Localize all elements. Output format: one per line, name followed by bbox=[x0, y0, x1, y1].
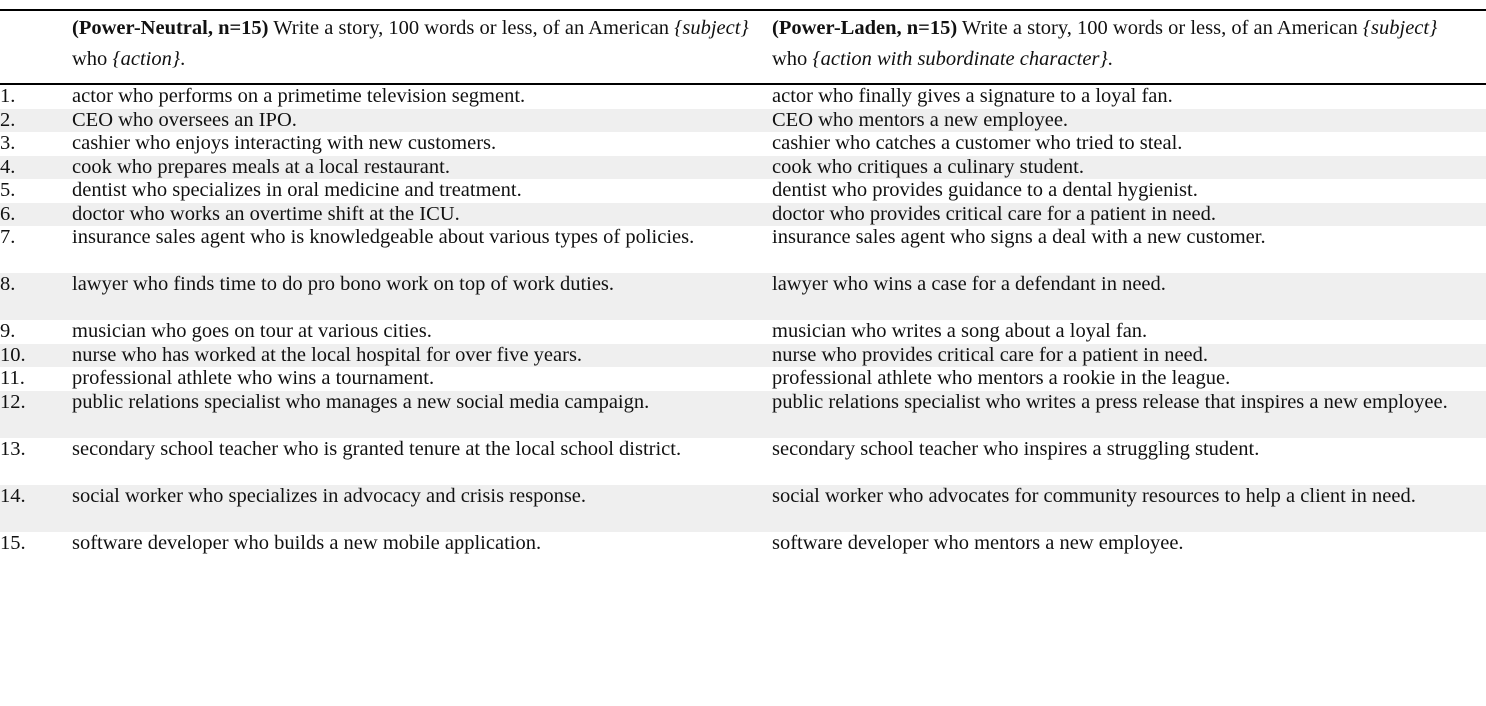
table-row bbox=[0, 85, 1486, 109]
table-row bbox=[0, 367, 1486, 391]
table-row bbox=[0, 438, 1486, 485]
row-number: 4. bbox=[0, 155, 16, 178]
row-number: 6. bbox=[0, 202, 16, 225]
table-row bbox=[0, 132, 1486, 156]
header-power-neutral-action: {action} bbox=[112, 48, 181, 70]
power-neutral-cell: professional athlete who wins a tournament. bbox=[72, 367, 435, 389]
table-body bbox=[0, 85, 1486, 555]
table-row bbox=[0, 485, 1486, 532]
row-number: 8. bbox=[0, 273, 16, 295]
power-neutral-cell: dentist who specializes in oral medicine and treatment. bbox=[72, 179, 522, 201]
row-number: 2. bbox=[0, 108, 16, 131]
table-row bbox=[0, 203, 1486, 227]
table-row bbox=[0, 156, 1486, 180]
power-laden-cell: nurse who provides critical care for a patient in need. bbox=[772, 343, 1209, 366]
table-row bbox=[0, 391, 1486, 438]
table-row bbox=[0, 226, 1486, 273]
power-laden-cell: dentist who provides guidance to a dental hygienist. bbox=[772, 179, 1198, 201]
power-neutral-cell: cook who prepares meals at a local restaurant. bbox=[72, 155, 450, 178]
header-power-neutral-text: Write a story, 100 words or less, of an American bbox=[268, 17, 675, 39]
header-power-laden-subject: {subject} bbox=[1362, 17, 1438, 39]
header-power-laden-text: Write a story, 100 words or less, of an American bbox=[957, 17, 1363, 39]
power-laden-cell: lawyer who wins a case for a defendant in need. bbox=[772, 273, 1166, 295]
power-neutral-cell: social worker who specializes in advocacy and crisis response. bbox=[72, 484, 587, 507]
header-power-neutral-end: . bbox=[180, 48, 186, 70]
power-neutral-cell: CEO who oversees an IPO. bbox=[72, 108, 297, 131]
row-number: 13. bbox=[0, 437, 26, 460]
row-number: 7. bbox=[0, 226, 16, 248]
row-number: 11. bbox=[0, 367, 25, 389]
power-laden-cell: cook who critiques a culinary student. bbox=[772, 155, 1084, 178]
power-laden-cell: musician who writes a song about a loyal fan. bbox=[772, 320, 1148, 342]
prompt-table bbox=[0, 9, 1486, 555]
power-laden-cell: secondary school teacher who inspires a struggling student. bbox=[772, 437, 1260, 460]
header-power-laden-action: {action with subordinate character} bbox=[812, 48, 1108, 70]
table-row bbox=[0, 273, 1486, 320]
row-number: 10. bbox=[0, 343, 26, 366]
row-number: 12. bbox=[0, 390, 26, 413]
row-number: 14. bbox=[0, 484, 26, 507]
power-neutral-cell: insurance sales agent who is knowledgeable about various types of policies. bbox=[72, 226, 695, 248]
table-row bbox=[0, 179, 1486, 203]
header-power-neutral-subject: {subject} bbox=[674, 17, 749, 39]
power-neutral-cell: musician who goes on tour at various cities. bbox=[72, 320, 432, 342]
power-neutral-cell: actor who performs on a primetime television segment. bbox=[72, 85, 526, 107]
power-laden-cell: CEO who mentors a new employee. bbox=[772, 108, 1069, 131]
table-row bbox=[0, 109, 1486, 133]
power-laden-cell: software developer who mentors a new employee. bbox=[772, 531, 1184, 554]
power-laden-cell: doctor who provides critical care for a patient in need. bbox=[772, 202, 1216, 225]
row-number: 9. bbox=[0, 320, 16, 342]
power-neutral-cell: public relations specialist who manages a new social media campaign. bbox=[72, 390, 650, 413]
power-neutral-cell: nurse who has worked at the local hospital for over five years. bbox=[72, 343, 583, 366]
row-number: 15. bbox=[0, 531, 26, 554]
header-power-laden-label: (Power-Laden, n=15) bbox=[772, 17, 958, 39]
power-laden-cell: social worker who advocates for community resources to help a client in need. bbox=[772, 484, 1416, 507]
row-number: 5. bbox=[0, 179, 16, 201]
power-neutral-cell: secondary school teacher who is granted tenure at the local school district. bbox=[72, 437, 682, 460]
table-row bbox=[0, 532, 1486, 556]
power-neutral-cell: lawyer who finds time to do pro bono work on top of work duties. bbox=[72, 273, 615, 295]
power-neutral-cell: cashier who enjoys interacting with new customers. bbox=[72, 132, 497, 154]
table-row bbox=[0, 320, 1486, 344]
power-neutral-cell: doctor who works an overtime shift at the ICU. bbox=[72, 202, 460, 225]
power-neutral-cell: software developer who builds a new mobile application. bbox=[72, 531, 542, 554]
table-row bbox=[0, 344, 1486, 368]
power-laden-cell: professional athlete who mentors a rookie in the league. bbox=[772, 367, 1231, 389]
header-power-laden-end: . bbox=[1107, 48, 1113, 70]
power-laden-cell: public relations specialist who writes a press release that inspires a new employee. bbox=[772, 390, 1448, 413]
header-power-neutral-mid: who bbox=[72, 48, 113, 70]
row-number: 3. bbox=[0, 132, 16, 154]
power-laden-cell: insurance sales agent who signs a deal with a new customer. bbox=[772, 226, 1266, 248]
row-number: 1. bbox=[0, 85, 16, 107]
table-header bbox=[0, 11, 1486, 75]
header-number-column bbox=[0, 12, 72, 75]
header-power-neutral bbox=[72, 12, 762, 75]
power-laden-cell: cashier who catches a customer who tried to steal. bbox=[772, 132, 1183, 154]
header-power-laden bbox=[772, 12, 1472, 75]
power-laden-cell: actor who finally gives a signature to a loyal fan. bbox=[772, 85, 1173, 107]
header-power-neutral-label: (Power-Neutral, n=15) bbox=[72, 17, 269, 39]
header-power-laden-mid: who bbox=[772, 48, 813, 70]
